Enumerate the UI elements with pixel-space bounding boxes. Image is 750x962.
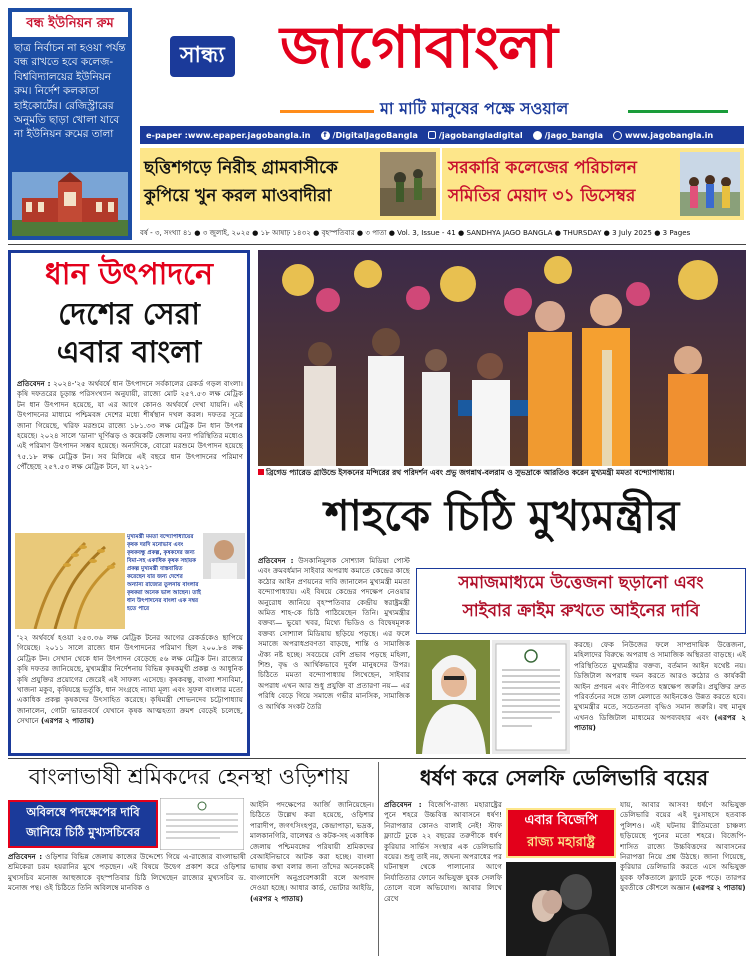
dateline-rule: [8, 244, 746, 245]
union-room-text: ছাত্র নির্বাচন না হওয়া পর্যন্ত বন্ধ রাখতে হবে কলেজ-বিশ্ববিদ্যালয়ের ইউনিয়ন রুম। নির্দেশ কলকাতা হাইকোর্টের। রেজিস্ট্রারের অনুমতি ছাড়া খোলা যাবে না ইউনিয়ন রুমের তালা: [14, 42, 126, 141]
cm-photo: [416, 640, 490, 754]
shah-subhead-box: [416, 568, 746, 634]
teaser-maoists-photo: [380, 152, 436, 216]
section-rule: [8, 758, 746, 759]
paddy-headline-2: দেশের সেরা: [58, 297, 200, 332]
photo-caption: ব্রিগেড প্যারেড গ্রাউন্ডে ইসকনের মন্দিরের রথ পরিদর্শন এবং প্রভু জগন্নাথ-বলরাম ও সুভদ্রাকে আরতিও করেন মুখ্যমন্ত্রী মমতা বন্দ্যোপাধ্যায়।: [258, 468, 746, 480]
facebook-link[interactable]: f /DigitalJagoBangla: [321, 130, 418, 140]
selfie-box: [506, 808, 616, 858]
union-room-box: [8, 8, 132, 240]
epaper-link[interactable]: e-paper :www.epaper.jagobangla.in: [146, 130, 311, 140]
shah-headline: শাহকে চিঠি মুখ্যমন্ত্রীর: [324, 491, 680, 540]
shah-text-1: প্রতিবেদন : উসকানিমূলক সোশ্যাল মিডিয়া পোস্ট এবং ক্রমবর্ধমান সাইবার অপরাধ কমাতে কেন্দ্রের কাছে কঠোর আইন প্রণয়নের দাবি জানালেন মুখ্যমন্ত্রী মমতা বন্দ্যোপাধ্যায়। এই বিষয়ে কেন্দ্রের পদক্ষেপ নেওয়ার অনুরোধ জানিয়ে বৃহস্পতিবার কেন্দ্রীয় স্বরাষ্ট্রমন্ত্রী অমিত শাহ-কে চিঠি পাঠিয়েছেন তিনি। মুখ্যমন্ত্রীর বক্তব্য— ভুয়ো খবর, মিথ্যে ভিডিও ও বিদ্বেষমূলক বক্তব্য সোশ্যাল মিডিয়ায় ছড়িয়ে পড়ছে। এর ফলে সমাজে অপরাধপ্রবণতা বাড়ছে, শান্তি ও সামাজিক ঐক্য নষ্ট হচ্ছে। সবচেয়ে বেশি প্রভাব পড়ছে মহিলা, শিশু, বৃদ্ধ ও আর্থিকভাবে দুর্বল মানুষদের উপর। চিঠিতে মমতা বন্দ্যোপাধ্যায় লিখেছেন, সাইবার অপরাধ এখন আর শুধু প্রযুক্তি বা প্রতারণা নয়— এর পরিধি বেড়ে গিয়ে সমাজে গভীর মানসিক, সামাজিক ও আর্থিক সংকট তৈরি: [258, 556, 410, 711]
shah-subhead-2: সাইবার ক্রাইম রুখতে আইনের দাবি: [462, 601, 700, 621]
tricolor-line-left: [280, 110, 374, 113]
tricolor-line-right: [628, 110, 728, 113]
paddy-headline-1: ধান উৎপাদনে: [44, 257, 214, 292]
paddy-continued[interactable]: (এরপর ২ পাতায়): [40, 716, 95, 726]
paddy-photo: [15, 533, 125, 629]
links-bar: [140, 126, 744, 144]
paddy-quote: মুখ্যমন্ত্রী মমতা বন্দ্যোপাধ্যায়ের কৃষক দরদি মনোভাব এবং কৃষকবন্ধু প্রকল্প, কৃষকদের জন্য বিমা-সহ একাধিক কৃষক সহায়ক প্রকল্প মুখ্যমন্ত্রী বাস্তবায়িত করেছেন যার জন্য দেশের অন্যান্য রাজ্যের তুলনায় বাংলার কৃষকরা অনেক ভাল আছেন। তাই ধান উৎপাদনের বাংলা এক নম্বর হতে পারে: [127, 534, 201, 612]
selfie-text-2: যায়, আবার আসব! ধর্ষণে অভিযুক্ত ডেলিভারি বয়ের এই দুঃসাহসে হতবাক পুলিশও। এই ঘটনায় রীতিমতো চাঞ্চল্য ছড়িয়েছে পুনের মতো শহরে। বিজেপি-শাসিত রাজ্যে উচ্চবিত্তদের আবাসনের নিরাপত্তা নিয়ে প্রশ্ন উঠছে। জানা গিয়েছে, কুরিয়ার ডেলিভারি করতে এসে অভিযুক্ত যুবক ফাঁকতালে ফ্ল্যাটে ঢুকে পড়ে। তারপর যুবতীকে কৌশলে অজ্ঞান (এরপর ২ পাতায়): [620, 800, 746, 893]
facebook-icon: f: [321, 131, 330, 140]
paddy-headline-3: এবার বাংলা: [56, 335, 202, 370]
selfie-box-1: এবার বিজেপি: [524, 813, 598, 828]
selfie-photo: [506, 862, 616, 956]
teaser-maoists-text: ছত্তিশগড়ে নিরীহ গ্রামবাসীকে কুপিয়ে খুন করল মাওবাদীরা: [144, 158, 338, 206]
selfie-headline: ধর্ষণ করে সেলফি ডেলিভারি বয়ের: [419, 766, 709, 790]
union-room-title: বন্ধ ইউনিয়ন রুম: [12, 12, 128, 37]
twitter-link[interactable]: /jago_bangla: [533, 130, 603, 140]
masthead-prefix: সান্ধ্য: [170, 36, 235, 77]
teaser-maoists[interactable]: [140, 148, 440, 220]
instagram-icon: [428, 131, 436, 139]
odisha-subhead-2: জানিয়ে চিঠি মুখ্যসচিবের: [26, 825, 140, 839]
caption-marker: [258, 469, 264, 475]
rath-photo: [258, 250, 746, 466]
shah-subhead-1: সমাজমাধ্যমে উত্তেজনা ছড়ানো এবং: [458, 573, 704, 593]
shah-continued[interactable]: (এরপর ২ পাতায়): [574, 712, 746, 733]
odisha-continued[interactable]: (এরপর ২ পাতায়): [250, 893, 304, 903]
odisha-headline: বাংলাভাষী শ্রমিকদের হেনস্থা ওড়িশায়: [28, 765, 350, 790]
paddy-text-2: '২২ অর্থবর্ষে হওয়া ২৫৩.৩৬ লক্ষ মেট্রিক টনের আগের রেকর্ডকেও ছাপিয়ে গিয়েছে। ২০১১ সালে রাজ্যে ধান উৎপাদনের পরিমাণ ছিল ২০০.৮৪ লক্ষ মেট্রিক টন। সেখান থেকে ধান উৎপাদন বেড়েছে ৫৬ লক্ষ মেট্রিক টন। রাজ্যের কৃষি দফতর জানিয়েছে, মুখ্যমন্ত্রীর নির্দেশনায় বিভিন্ন কৃষকমুখী প্রকল্প ও আধুনিক কৃষি প্রযুক্তির প্রয়োগের জেরেই এই সাফল্য এসেছে। কৃষকবন্ধু, বাংলা শস্যবিমা, খাজনা মকুব, কৃষিযন্ত্রে ভর্তুকি, ধান সংগ্রহে ন্যায্য মূল্য এবং সুফল বাংলার মতো একাধিক প্রকল্প কৃষকদের উৎসাহিত করেছে। কৃষিমন্ত্রী শোভনদেব চট্টোপাধ্যায় জানালেন, গোটা ভারতবর্ষে যেখানে কৃষক আত্মহত্যা ক্রমশ বেড়েই চলেছে, সেখানে (এরপর ২ পাতায়): [17, 633, 243, 726]
odisha-text-1: প্রতিবেদন : ওড়িশার বিভিন্ন জেলায় কাজের উদ্দেশ্যে গিয়ে এ-রাজ্যের বাংলাভাষী শ্রমিকেরা চরম হয়রানির মুখে পড়ছেন। এই বিষয়ে উদ্বেগ প্রকাশ করে ওড়িশার মুখ্যসচিব মনোজ আহুজাকে বৃহস্পতিবার চিঠি লিখেছেন রাজ্যের মুখ্যসচিব ড. মনোজ পন্থ। ওই চিঠিতে তিনি অবিলম্বে মানবিক ও: [8, 852, 246, 893]
masthead: [140, 6, 744, 124]
website-link[interactable]: www.jagobangla.in: [613, 130, 713, 140]
teaser-college[interactable]: [442, 148, 744, 220]
selfie-box-2: রাজ্য মহারাষ্ট্র: [527, 835, 595, 850]
high-court-photo: [12, 172, 128, 236]
selfie-continued[interactable]: (এরপর ২ পাতায়): [692, 883, 746, 893]
masthead-title: জাগোবাংলা: [280, 13, 557, 81]
teaser-college-photo: [680, 152, 740, 216]
teaser-college-text: সরকারি কলেজের পরিচালন সমিতির মেয়াদ ৩১ ডিসেম্বর: [448, 158, 637, 206]
instagram-link[interactable]: /jagobangladigital: [428, 130, 523, 140]
odisha-letter-photo: [160, 798, 244, 850]
shah-text-2: করছে। ফেক নিউজের ফলে সাম্প্রদায়িক উত্তেজনা, মহিলাদের বিরুদ্ধে অপরাধ ও সামাজিক অস্থিরতা বাড়ছে। এই পরিস্থিতিতে মুখ্যমন্ত্রীর বক্তব্য, বর্তমান আইন যথেষ্ট নয়। ডিজিটাল অপরাধ দমন করতে আরও কঠোর ও কার্যকরী আইন প্রণয়ন এবং নীতিগত হস্তক্ষেপ জরুরি। প্রযুক্তির দ্রুত পরিবর্তনের সঙ্গে তাল মেলাতে আইনকেও উন্নত করতে হবে। মুখ্যমন্ত্রীর মতে, সচেতনতা বৃদ্ধিও সমান জরুরি। বহু মানুষ এখনও ডিজিটাল মাধ্যমের অপব্যবহার এবং (এরপর ২ পাতায়): [574, 640, 746, 733]
odisha-text-2: আইনি পদক্ষেপের আর্জি জানিয়েছেন। চিঠিতে উল্লেখ করা হয়েছে, ওড়িশার পারাদীপ, জগৎসিংহপুর, কেন্দ্রাপাড়া, ভদ্রক, মালকানগিরি, বালেশ্বর ও কটক-সহ একাধিক জেলায় পশ্চিমবঙ্গের পরিযায়ী শ্রমিকদের বেআইনিভাবে আটক করা হচ্ছে। বাংলা ভাষায় কথা বলার জন্য তাঁদের অনেককেই বাংলাদেশি অনুপ্রবেশকারী বলে অপবাদ দেওয়া হচ্ছে। আধার কার্ড, ভোটার আইডি, (এরপর ২ পাতায়): [250, 800, 374, 903]
masthead-tagline: মা মাটি মানুষের পক্ষে সওয়াল: [380, 99, 569, 118]
paddy-story: [8, 250, 250, 756]
column-divider: [378, 762, 379, 956]
globe-icon: [613, 131, 622, 140]
paddy-text-1: প্রতিবেদন : ২০২৪-'২৫ অর্থবর্ষে ধান উৎপাদনে সর্বকালের রেকর্ড গড়ল বাংলা। কৃষি দফতরের চূড়ান্ত পরিসংখ্যান অনুযায়ী, রাজ্যে মোট ২৫৭.৫৩ লক্ষ মেট্রিক টন ধান উৎপাদন হয়েছে, যা এর আগে কোনও অর্থবর্ষে দেখা যায়নি। এই উৎপাদনের মাধ্যমে পশ্চিমবঙ্গ দেশের মধ্যে শীর্ষস্থান দখল করল। দফতর সূত্রে জানা গিয়েছে, খরিফ মরশুমে রাজ্যে ১৮১.৩৩ লক্ষ মেট্রিক টন ধান উৎপন্ন হয়েছে। ২০২৪ সালে 'ডানা' ঘূর্ণিঝড় ও কয়েকটি জেলায় বন্যা পরিস্থিতির মধ্যেও এই পরিমাণ উৎপাদন সম্ভব হয়েছে। অন্যদিকে, বোরো মরশুমে উৎপাদন হয়েছে ৭৫.১৮ লক্ষ মেট্রিক টন। সব মিলিয়ে এই বছরে ধান উৎপাদনের পরিমাণ পৌঁছেছে ২৫৭.৫৩ লক্ষ মেট্রিক টনে, যা ২০২১-: [17, 379, 243, 472]
odisha-subhead-box: [8, 800, 158, 848]
dateline: বর্ষ - ৩, সংখ্যা ৪১ ● ৩ জুলাই, ২০২৫ ● ১৮ আষাঢ় ১৪৩২ ● বৃহস্পতিবার ● ৩ পাতা ● Vol. 3, Issue - 41 ● SANDHYA JAGO BANGLA ● THURSDAY ● 3 July 2025 ● 3 Pages: [140, 228, 691, 237]
letter-photo: [492, 640, 570, 754]
twitter-icon: [533, 131, 542, 140]
selfie-text-1: প্রতিবেদন : বিজেপি-রাজ্য মহারাষ্ট্রের পুনে শহরে উচ্চবিত্ত আবাসনে ধর্ষণ! নিরাপত্তার কোনও বালাই নেই! স্টাফ ফ্ল্যাটে ঢুকে ২২ বছরের তরুণীকে ধর্ষণ কুরিয়ার সার্ভিস সংস্থার এক ডেলিভারি বয়ের। শুধু তাই নয়, জঘন্য অপরাধের পর ঘটনাস্থল থেকে পালানোর আগে নির্যাতিতার ফোনে অভিযুক্ত যুবক সেলফি তোলে বলে অভিযোগ। আবার লিখে রেখে: [384, 800, 502, 903]
odisha-subhead-1: অবিলম্বে পদক্ষেপের দাবি: [26, 805, 140, 819]
paddy-quote-box: [127, 533, 247, 629]
